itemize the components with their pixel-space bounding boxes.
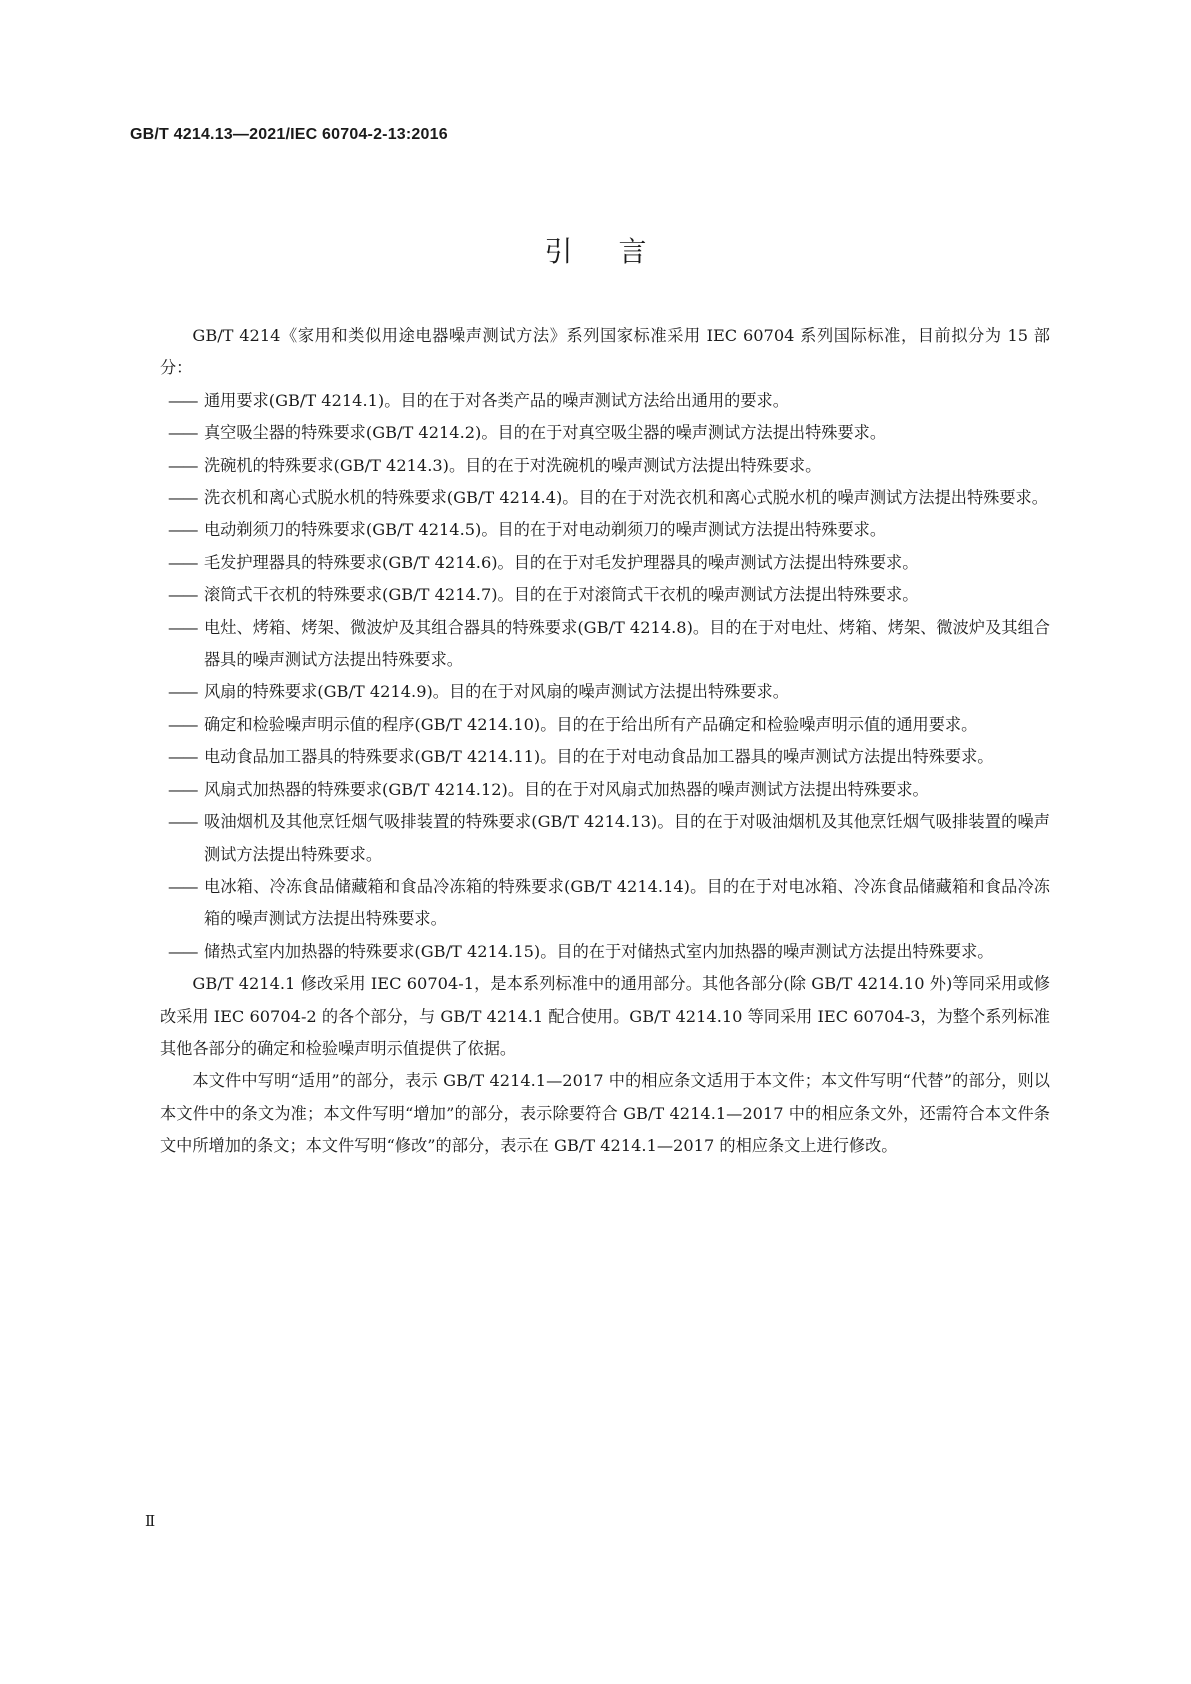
dash-mark: —— [168,714,197,734]
list-item-text: 真空吸尘器的特殊要求(GB/T 4214.2)。目的在于对真空吸尘器的噪声测试方法提出特殊要求。 [204,423,887,443]
dash-mark: —— [168,812,197,832]
list-item-text: 洗碗机的特殊要求(GB/T 4214.3)。目的在于对洗碗机的噪声测试方法提出特殊要求。 [204,455,822,475]
list-item-text: 电灶、烤箱、烤架、微波炉及其组合器具的特殊要求(GB/T 4214.8)。目的在于对电灶、烤箱、烤架、微波炉及其组合器具的噪声测试方法提出特殊要求。 [204,617,1050,670]
list-item-text: 滚筒式干衣机的特殊要求(GB/T 4214.7)。目的在于对滚筒式干衣机的噪声测试方法提出特殊要求。 [204,585,919,605]
intro-paragraph: GB/T 4214《家用和类似用途电器噪声测试方法》系列国家标准采用 IEC 60704 系列国际标准，目前拟分为 15 部分： [160,326,1050,378]
dash-mark: —— [168,552,197,572]
list-item-text: 储热式室内加热器的特殊要求(GB/T 4214.15)。目的在于对储热式室内加热器的噪声测试方法提出特殊要求。 [204,941,994,961]
dash-mark: —— [168,520,197,540]
list-item [140,547,1050,579]
page-number: Ⅱ [145,1512,156,1530]
list-item [140,417,1050,449]
list-item [140,612,1050,677]
list-item-text: 风扇式加热器的特殊要求(GB/T 4214.12)。目的在于对风扇式加热器的噪声测试方法提出特殊要求。 [204,779,929,799]
dash-mark: —— [168,682,197,702]
list-item-text: 风扇的特殊要求(GB/T 4214.9)。目的在于对风扇的噪声测试方法提出特殊要求。 [204,682,789,702]
body-paragraph-series-relationship: GB/T 4214.1 修改采用 IEC 60704-1，是本系列标准中的通用部分。其他各部分(除 GB/T 4214.10 外)等同采用或修改采用 IEC 60704-2 的各个部分，与 GB/T 4214.1 配合使用。GB/T 4214.10 等同采用 IEC 60704-3，为整个系列标准其他各部分的确定和检验噪声明示值提供了依据。 [160,974,1050,1058]
list-item [140,482,1050,514]
list-item [140,514,1050,546]
body-paragraph-clause-conventions: 本文件中写明“适用”的部分，表示 GB/T 4214.1—2017 中的相应条文适用于本文件；本文件写明“代替”的部分，则以本文件中的条文为准；本文件写明“增加”的部分，表示除要符合 GB/T 4214.1—2017 中的相应条文外，还需符合本文件条文中所增加的条文；本文件写明“修改”的部分，表示在 GB/T 4214.1—2017 的相应条文上进行修改。 [160,1071,1050,1156]
list-item [140,676,1050,708]
dash-mark: —— [168,390,197,410]
list-item-text: 通用要求(GB/T 4214.1)。目的在于对各类产品的噪声测试方法给出通用的要求。 [204,390,789,410]
list-item [140,871,1050,936]
list-item-text: 确定和检验噪声明示值的程序(GB/T 4214.10)。目的在于给出所有产品确定和检验噪声明示值的通用要求。 [204,714,978,734]
page-title: 引言 [544,235,693,268]
list-item [140,774,1050,806]
list-item [140,385,1050,417]
parts-list [160,385,1050,968]
dash-mark: —— [168,488,197,508]
dash-mark: —— [168,423,197,443]
list-item [140,579,1050,611]
dash-mark: —— [168,876,197,896]
list-item-text: 洗衣机和离心式脱水机的特殊要求(GB/T 4214.4)。目的在于对洗衣机和离心式脱水机的噪声测试方法提出特殊要求。 [204,488,1048,508]
dash-mark: —— [168,585,197,605]
list-item [140,741,1050,773]
list-item-text: 吸油烟机及其他烹饪烟气吸排装置的特殊要求(GB/T 4214.13)。目的在于对吸油烟机及其他烹饪烟气吸排装置的噪声测试方法提出特殊要求。 [204,812,1050,864]
list-item-text: 电动食品加工器具的特殊要求(GB/T 4214.11)。目的在于对电动食品加工器具的噪声测试方法提出特殊要求。 [204,747,994,767]
dash-mark: —— [168,941,197,961]
standard-code-header: GB/T 4214.13—2021/IEC 60704-2-13:2016 [130,126,448,143]
list-item-text: 电冰箱、冷冻食品储藏箱和食品冷冻箱的特殊要求(GB/T 4214.14)。目的在于对电冰箱、冷冻食品储藏箱和食品冷冻箱的噪声测试方法提出特殊要求。 [204,876,1050,929]
list-item [140,806,1050,871]
list-item [140,936,1050,968]
dash-mark: —— [168,617,197,637]
list-item-text: 电动剃须刀的特殊要求(GB/T 4214.5)。目的在于对电动剃须刀的噪声测试方法提出特殊要求。 [204,520,887,540]
dash-mark: —— [168,455,197,475]
list-item-text: 毛发护理器具的特殊要求(GB/T 4214.6)。目的在于对毛发护理器具的噪声测试方法提出特殊要求。 [204,552,919,572]
dash-mark: —— [168,747,197,767]
list-item [140,709,1050,741]
list-item [140,450,1050,482]
document-body [160,320,1050,1163]
dash-mark: —— [168,779,197,799]
